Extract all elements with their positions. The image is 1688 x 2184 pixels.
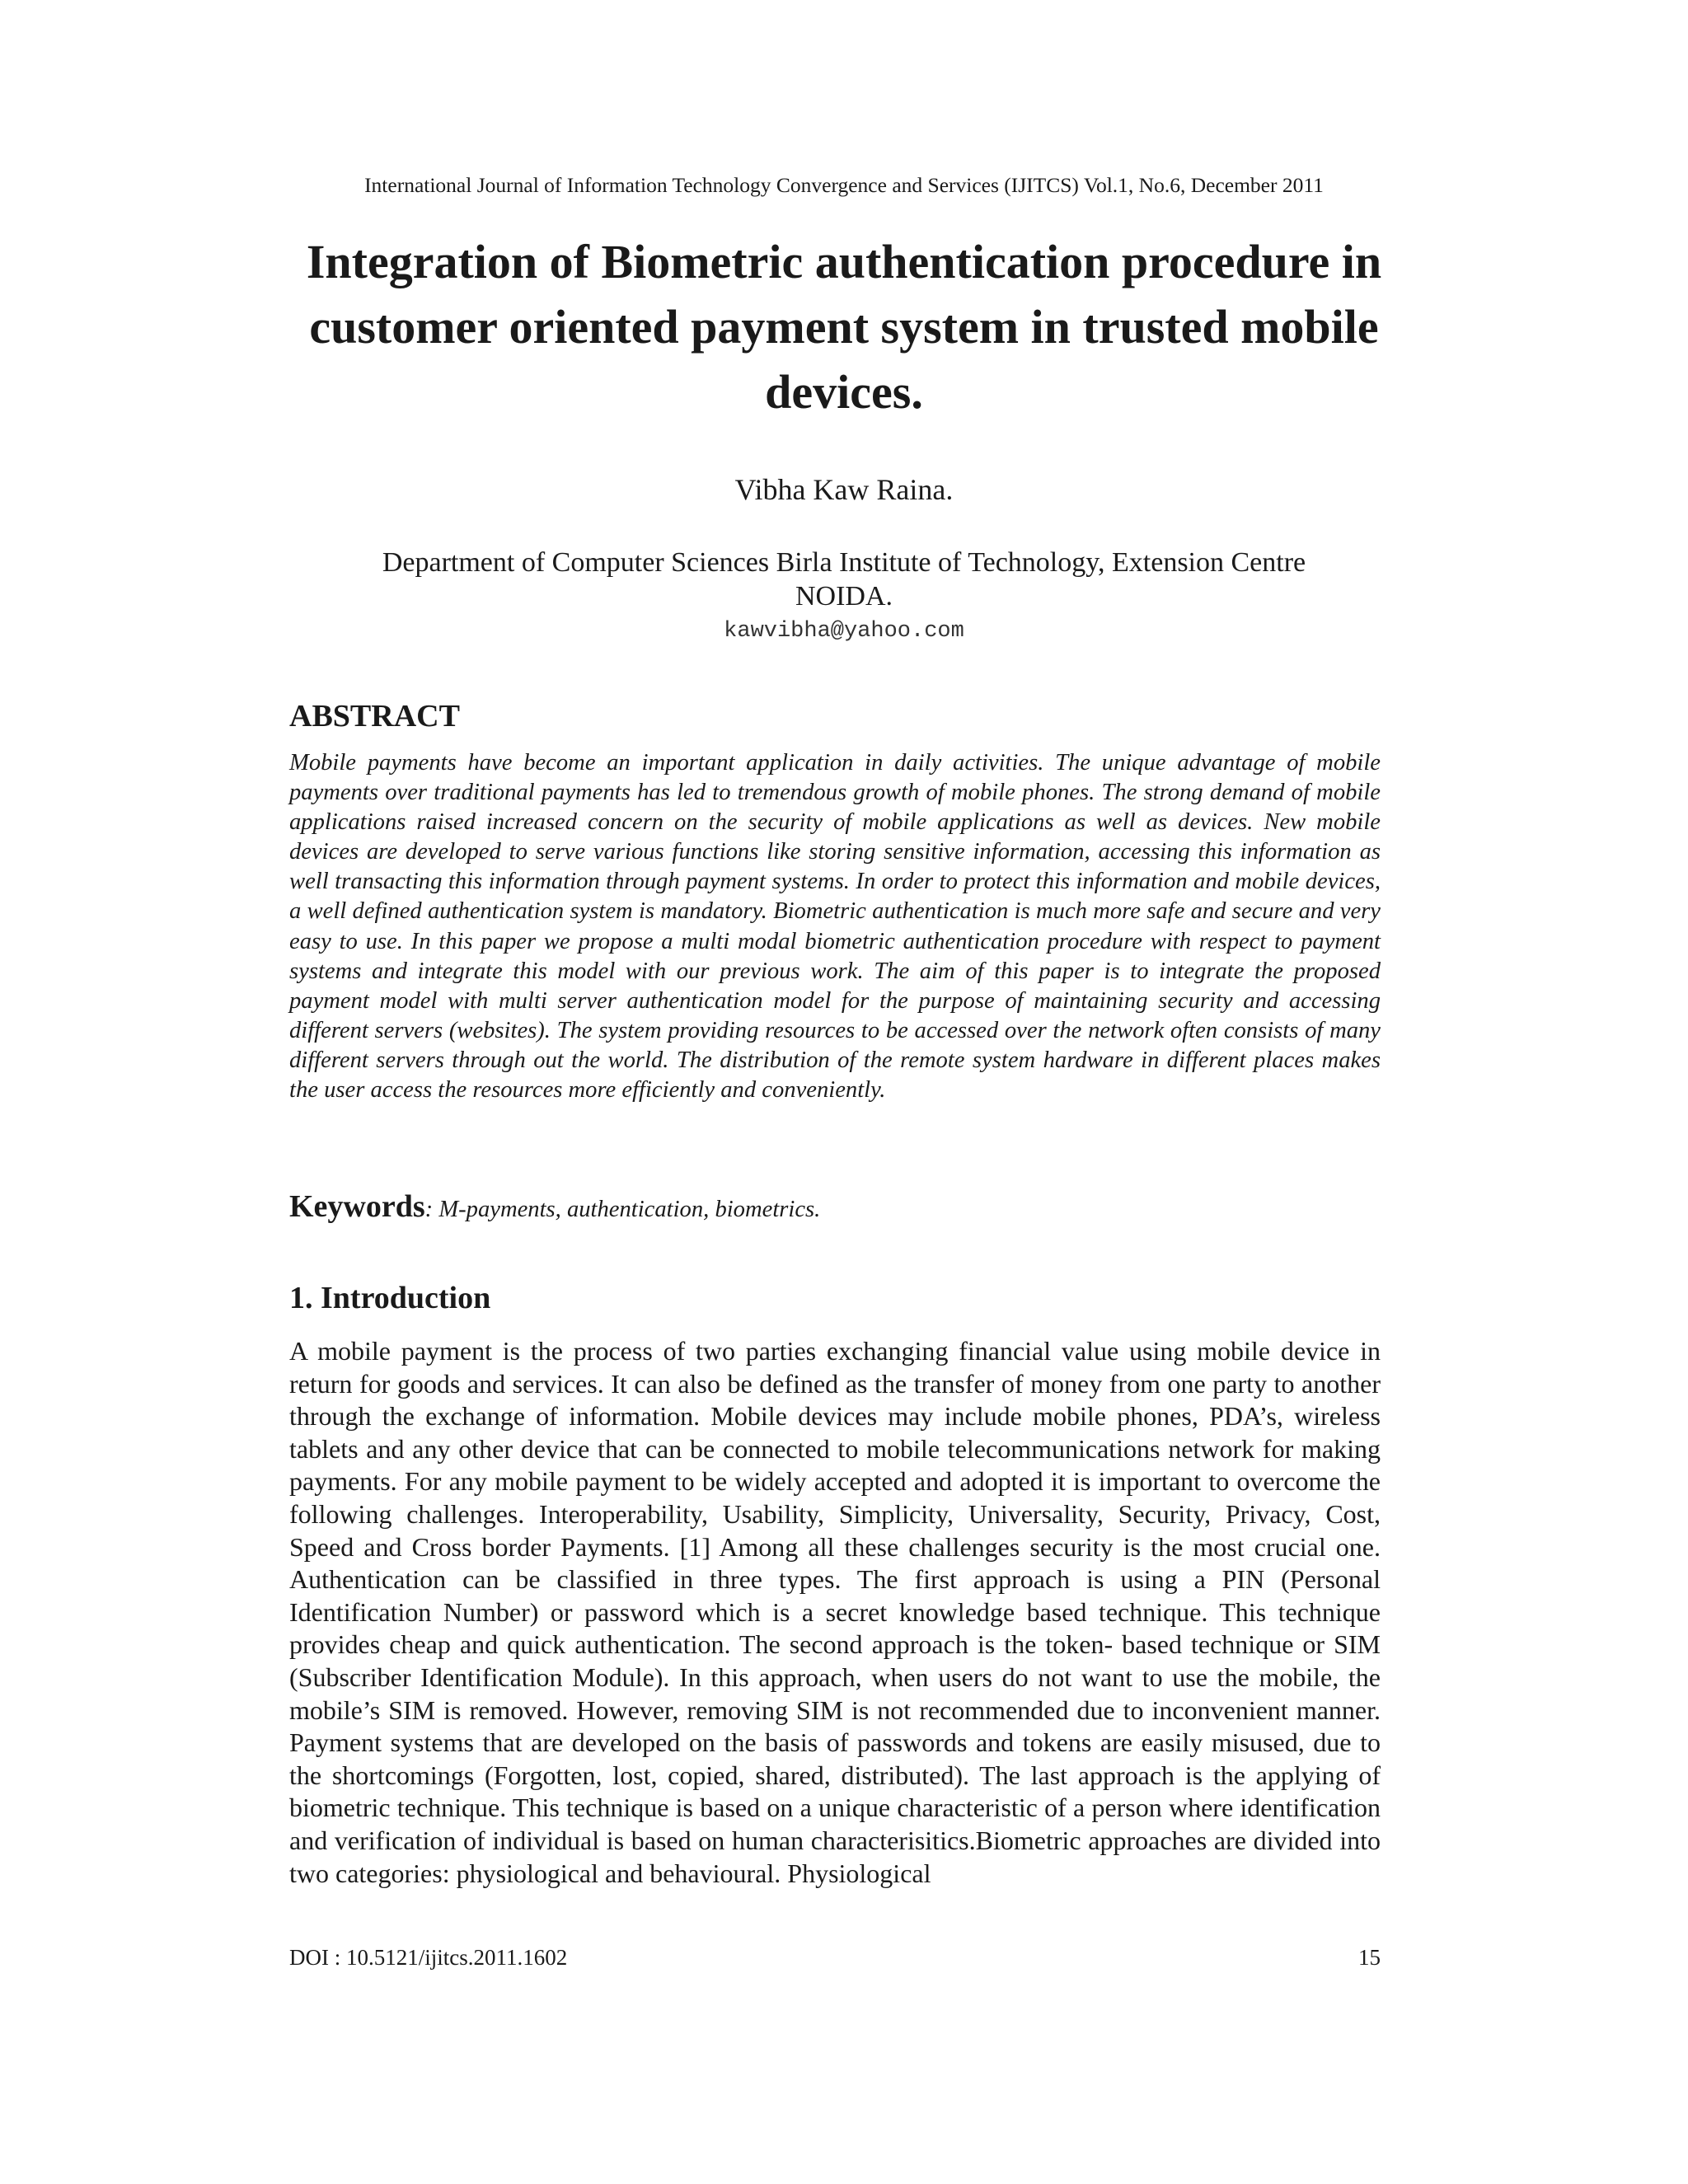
author-email: kawvibha@yahoo.com	[724, 619, 964, 644]
affiliation-line-2: NOIDA.	[795, 581, 893, 612]
introduction-heading: 1. Introduction	[289, 1281, 491, 1315]
keywords-text: : M-payments, authentication, biometrics.	[424, 1197, 821, 1222]
page-number: 15	[1358, 1945, 1381, 1970]
keywords-label: Keywords	[289, 1189, 425, 1224]
author-affiliation	[0, 546, 1688, 613]
paper-title: Integration of Biometric authentication procedure in customer oriented payment system in trusted mobile devices.	[306, 235, 1382, 419]
doi-text: DOI : 10.5121/ijitcs.2011.1602	[289, 1945, 568, 1970]
introduction-text: A mobile payment is the process of two parties exchanging financial value using mobile device in return for goods and services. It can also be defined as the transfer of money from one party to another through the exchange of information. Mobile devices may include mobile phones, PDA’s, wireless tablets and any other device that can be connected to mobile telecommunications network for making payments. For any mobile payment to be widely accepted and adopted it is important to overcome the following challenges. Interoperability, Usability, Simplicity, Universality, Security, Privacy, Cost, Speed and Cross border Payments. [1] Among all these challenges security is the most crucial one. Authentication can be classified in three types. The first approach is using a PIN (Personal Identification Number) or password which is a secret knowledge based technique. This technique provides cheap and quick authentication. The second approach is the token- based technique or SIM (Subscriber Identification Module). In this approach, when users do not want to use the mobile, the mobile’s SIM is removed. However, removing SIM is not recommended due to inconvenient manner. Payment systems that are developed on the basis of passwords and tokens are easily misused, due to the shortcomings (Forgotten, lost, copied, shared, distributed). The last approach is the applying of biometric technique. This technique is based on a unique characteristic of a person where identification and verification of individual is based on human characterisitics.Biometric approaches are divided into two categories: physiological and behavioural. Physiological	[289, 1336, 1381, 1888]
abstract-heading: ABSTRACT	[289, 699, 460, 733]
running-header: International Journal of Information Technology Convergence and Services (IJITCS) Vol.1, No.6, December 2011	[364, 173, 1324, 197]
affiliation-line-1: Department of Computer Sciences Birla Institute of Technology, Extension Centre	[382, 547, 1306, 578]
author-name: Vibha Kaw Raina.	[734, 473, 954, 506]
keywords-line	[289, 1188, 820, 1228]
abstract-text: Mobile payments have become an important application in daily activities. The unique advantage of mobile payments over traditional payments has led to tremendous growth of mobile phones. The strong demand of mobile applications raised increased concern on the security of mobile applications as well as devices. New mobile devices are developed to serve various functions like storing sensitive information, accessing this information as well transacting this information through payment systems. In order to protect this information and mobile devices, a well defined authentication system is mandatory. Biometric authentication is much more safe and secure and very easy to use. In this paper we propose a multi modal biometric authentication procedure with respect to payment systems and integrate this model with our previous work. The aim of this paper is to integrate the proposed payment model with multi server authentication model for the purpose of maintaining security and accessing different servers (websites). The system providing resources to be accessed over the network often consists of many different servers through out the world. The distribution of the remote system hardware in different places makes the user access the resources more efficiently and conveniently.	[289, 750, 1381, 1104]
